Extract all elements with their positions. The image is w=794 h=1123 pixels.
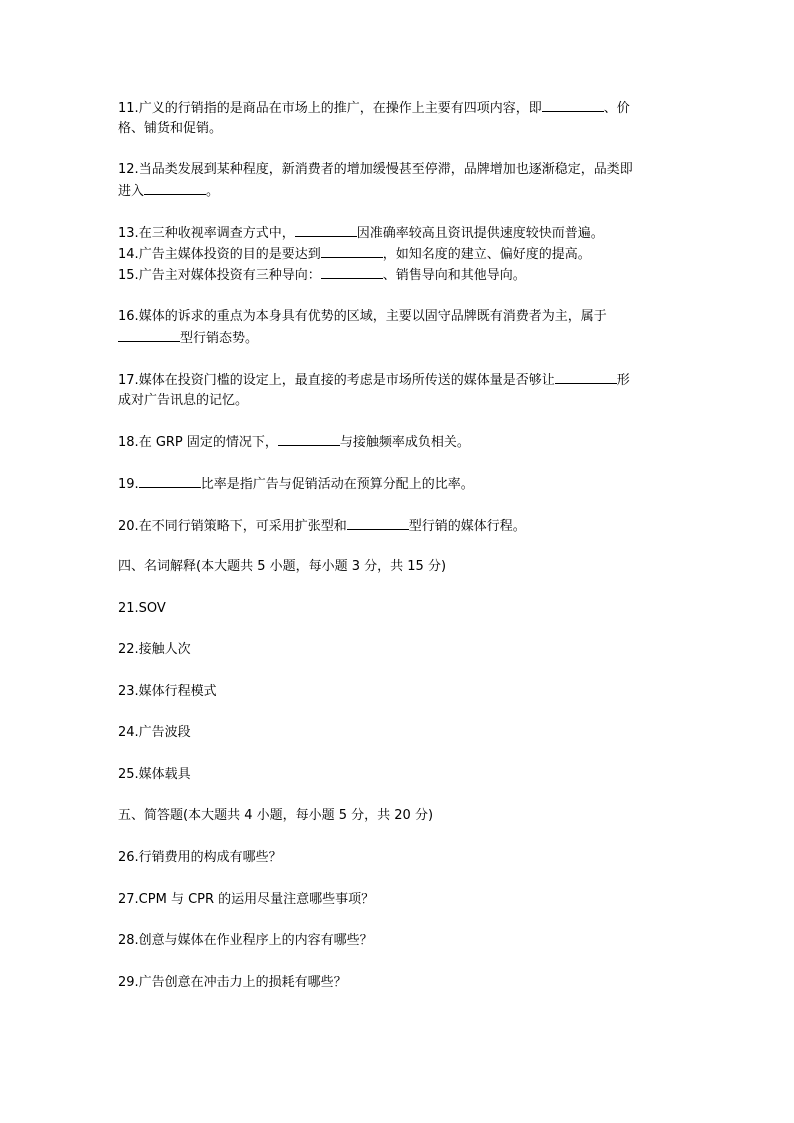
question-14 <box>118 245 591 263</box>
question-17-cont <box>118 392 248 409</box>
question-text: 格、铺货和促销。 <box>118 121 223 136</box>
question-12 <box>118 161 633 178</box>
question-11-cont <box>118 120 222 137</box>
short-answer-item: 29.广告创意在冲击力上的损耗有哪些？ <box>118 975 347 990</box>
question-number: 11. <box>118 101 139 116</box>
term-item: 25.媒体载具 <box>118 767 191 782</box>
answer-blank <box>144 182 206 195</box>
question-number: 19. <box>118 477 139 492</box>
question-text: 与接触频率成负相关。 <box>339 435 470 450</box>
question-number: 14. <box>118 247 139 262</box>
answer-blank <box>118 329 180 342</box>
answer-blank <box>321 245 383 258</box>
question-number: 13. <box>118 226 139 241</box>
short-answer-item: 28.创意与媒体在作业程序上的内容有哪些？ <box>118 933 373 948</box>
term-item: 22.接触人次 <box>118 642 191 657</box>
question-text: 媒体的诉求的重点为本身具有优势的区域，主要以固守品牌既有消费者为主，属于 <box>138 309 607 324</box>
answer-blank <box>321 266 383 279</box>
term-item: 24.广告波段 <box>118 725 191 740</box>
answer-blank <box>555 371 617 384</box>
term-item: 21.SOV <box>118 601 166 616</box>
term-item: 23.媒体行程模式 <box>118 684 217 699</box>
question-19 <box>118 475 474 493</box>
short-answer-item: 26.行销费用的构成有哪些？ <box>118 850 282 865</box>
question-text: 因准确率较高且资讯提供速度较快而普遍。 <box>356 226 604 241</box>
question-text: 型行销态势。 <box>180 331 259 346</box>
question-text: 广告主媒体投资的目的是要达到 <box>138 247 321 262</box>
short-answer-item: 27.CPM 与 CPR 的运用尽量注意哪些事项？ <box>118 892 375 907</box>
section-5-heading: 五、简答题(本大题共 4 小题，每小题 5 分，共 20 分) <box>118 808 434 823</box>
question-number: 18. <box>118 435 139 450</box>
section-4-heading: 四、名词解释(本大题共 5 小题，每小题 3 分，共 15 分) <box>118 559 447 574</box>
question-text: 型行销的媒体行程。 <box>408 519 526 534</box>
question-text: 在不同行销策略下，可采用扩张型和 <box>138 519 347 534</box>
question-number: 16. <box>118 309 139 324</box>
question-20 <box>118 517 526 535</box>
question-number: 20. <box>118 519 139 534</box>
question-text: 、价 <box>603 101 630 116</box>
question-text: 当品类发展到某种程度，新消费者的增加缓慢甚至停滞，品牌增加也逐渐稳定，品类即 <box>138 162 633 177</box>
question-17 <box>118 371 630 389</box>
question-text: 。 <box>206 184 220 199</box>
question-18 <box>118 433 470 451</box>
question-text: 成对广告讯息的记忆。 <box>118 393 249 408</box>
question-text: 比率是指广告与促销活动在预算分配上的比率。 <box>200 477 474 492</box>
question-16-cont <box>118 329 258 347</box>
question-13 <box>118 224 604 242</box>
question-text: ，如知名度的建立、偏好度的提高。 <box>382 247 591 262</box>
question-11 <box>118 99 630 117</box>
question-number: 12. <box>118 162 139 177</box>
question-text: 形 <box>616 373 630 388</box>
answer-blank <box>295 224 357 237</box>
question-number: 17. <box>118 373 139 388</box>
answer-blank <box>139 475 201 488</box>
question-text: 在三种收视率调查方式中， <box>138 226 295 241</box>
question-text: 、销售导向和其他导向。 <box>382 268 526 283</box>
answer-blank <box>542 99 604 112</box>
question-12-cont <box>118 182 219 200</box>
question-16 <box>118 308 607 325</box>
question-text: 媒体在投资门槛的设定上，最直接的考虑是市场所传送的媒体量是否够让 <box>138 373 555 388</box>
question-text: 在 GRP 固定的情况下， <box>138 435 278 450</box>
question-15 <box>118 266 526 284</box>
answer-blank <box>347 517 409 530</box>
question-text: 广义的行销指的是商品在市场上的推广，在操作上主要有四项内容，即 <box>138 101 542 116</box>
answer-blank <box>278 433 340 446</box>
question-text: 进入 <box>118 184 145 199</box>
question-number: 15. <box>118 268 139 283</box>
question-text: 广告主对媒体投资有三种导向： <box>138 268 321 283</box>
